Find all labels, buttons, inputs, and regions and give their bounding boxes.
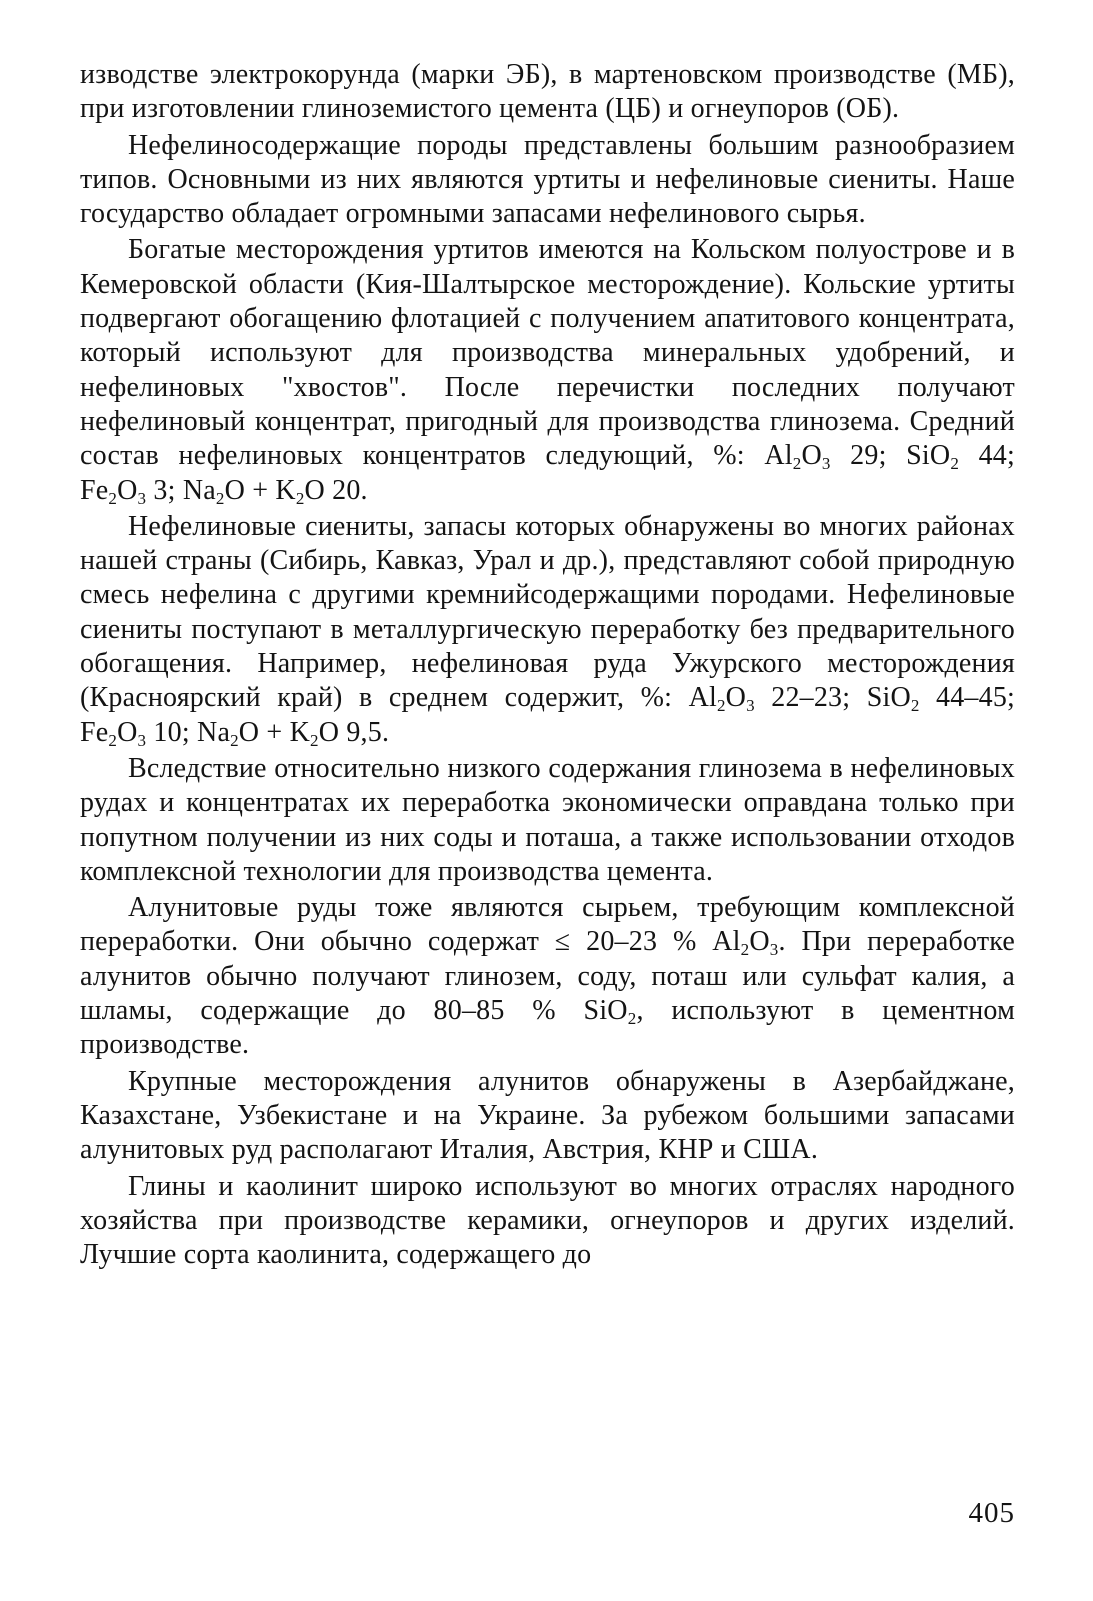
- paragraph-2: Нефелиносодержащие породы представлены большим разнообразием типов. Основными из них являются уртиты и нефелиновые сиениты. Наше государство обладает огромными запасами нефелинового сырья.: [80, 129, 1015, 230]
- paragraph-6-text-b: . При переработке алунитов обычно получают глинозем, соду, поташ или сульфат калия, а шламы, содержащие до 80–85 %: [80, 926, 1015, 1027]
- paragraph-1: изводстве электрокорунда (марки ЭБ), в мартеновском производстве (МБ), при изготовлении глиноземистого цемента (ЦБ) и огнеупоров (ОБ).: [80, 59, 1015, 125]
- paragraph-4-text: Нефелиновые сиениты, запасы которых обнаружены во многих районах нашей страны (Сибирь, Кавказ, Урал и др.), представляют собой природную смесь нефелина с другими кремнийсодержащими породами. Нефелиновые сиениты поступают в металлургическую переработку без предварительного обогащения. Например, нефелиновая руда Ужурского месторождения (Красноярский край) в среднем содержит, %:: [80, 510, 1015, 714]
- chemical-formula: SiO$_2$ 44–45;: [866, 682, 1016, 716]
- paragraph-6-text-c: , используют в цементном производстве.: [80, 995, 1016, 1061]
- chemical-formula: SiO$_2$ 44;: [906, 440, 1015, 474]
- chemical-formula: $Al_2O_3$ 22–23;: [688, 682, 851, 716]
- chemical-formula: $Fe_2O_3$ 3;: [80, 474, 176, 508]
- paragraph-3: [80, 233, 1015, 507]
- page-number: 405: [968, 1497, 1015, 1529]
- paragraph-4: [80, 510, 1015, 750]
- page-body: [80, 58, 1015, 1272]
- chemical-formula: $Na_2O + K_2O$ 9,5.: [197, 716, 390, 750]
- paragraph-6-text-a: Алунитовые руды тоже являются сырьем, требующим комплексной переработки. Они обычно содержат ≤ 20–23 %: [80, 892, 1015, 958]
- paragraph-8: Глины и каолинит широко используют во многих отраслях народного хозяйства при производстве керамики, огнеупоров и других изделий. Лучшие сорта каолинита, содержащего до: [80, 1170, 1015, 1271]
- chemical-formula: $Al_2O_3$: [712, 926, 779, 960]
- paragraph-3-text: Богатые месторождения уртитов имеются на Кольском полуострове и в Кемеровской области (Кия-Шалтырское месторождение). Кольские уртиты подвергают обогащению флотацией с получением апатитового концентрата, который используют для производства минеральных удобрений, и нефелиновых "хвостов". После перечистки последних получают нефелиновый концентрат, пригодный для производства глинозема. Средний состав нефелиновых концентратов следующий, %:: [80, 234, 1015, 472]
- paragraph-6: [80, 891, 1015, 1062]
- chemical-formula: $Fe_2O_3$ 10;: [80, 716, 190, 750]
- paragraph-5: Вследствие относительно низкого содержания глинозема в нефелиновых рудах и концентратах их переработка экономически оправдана только при попутном получении из них соды и поташа, а также использовании отходов комплексной технологии для производства цемента.: [80, 752, 1015, 887]
- chemical-formula: $Al_2O_3$ 29;: [764, 440, 887, 474]
- chemical-formula: $Na_2O + K_2O$ 20.: [182, 474, 368, 508]
- paragraph-7: Крупные месторождения алунитов обнаружены в Азербайджане, Казахстане, Узбекистане и на Украине. За рубежом большими запасами алунитовых руд располагают Италия, Австрия, КНР и США.: [80, 1065, 1015, 1166]
- chemical-formula: SiO$_2$: [583, 995, 637, 1029]
